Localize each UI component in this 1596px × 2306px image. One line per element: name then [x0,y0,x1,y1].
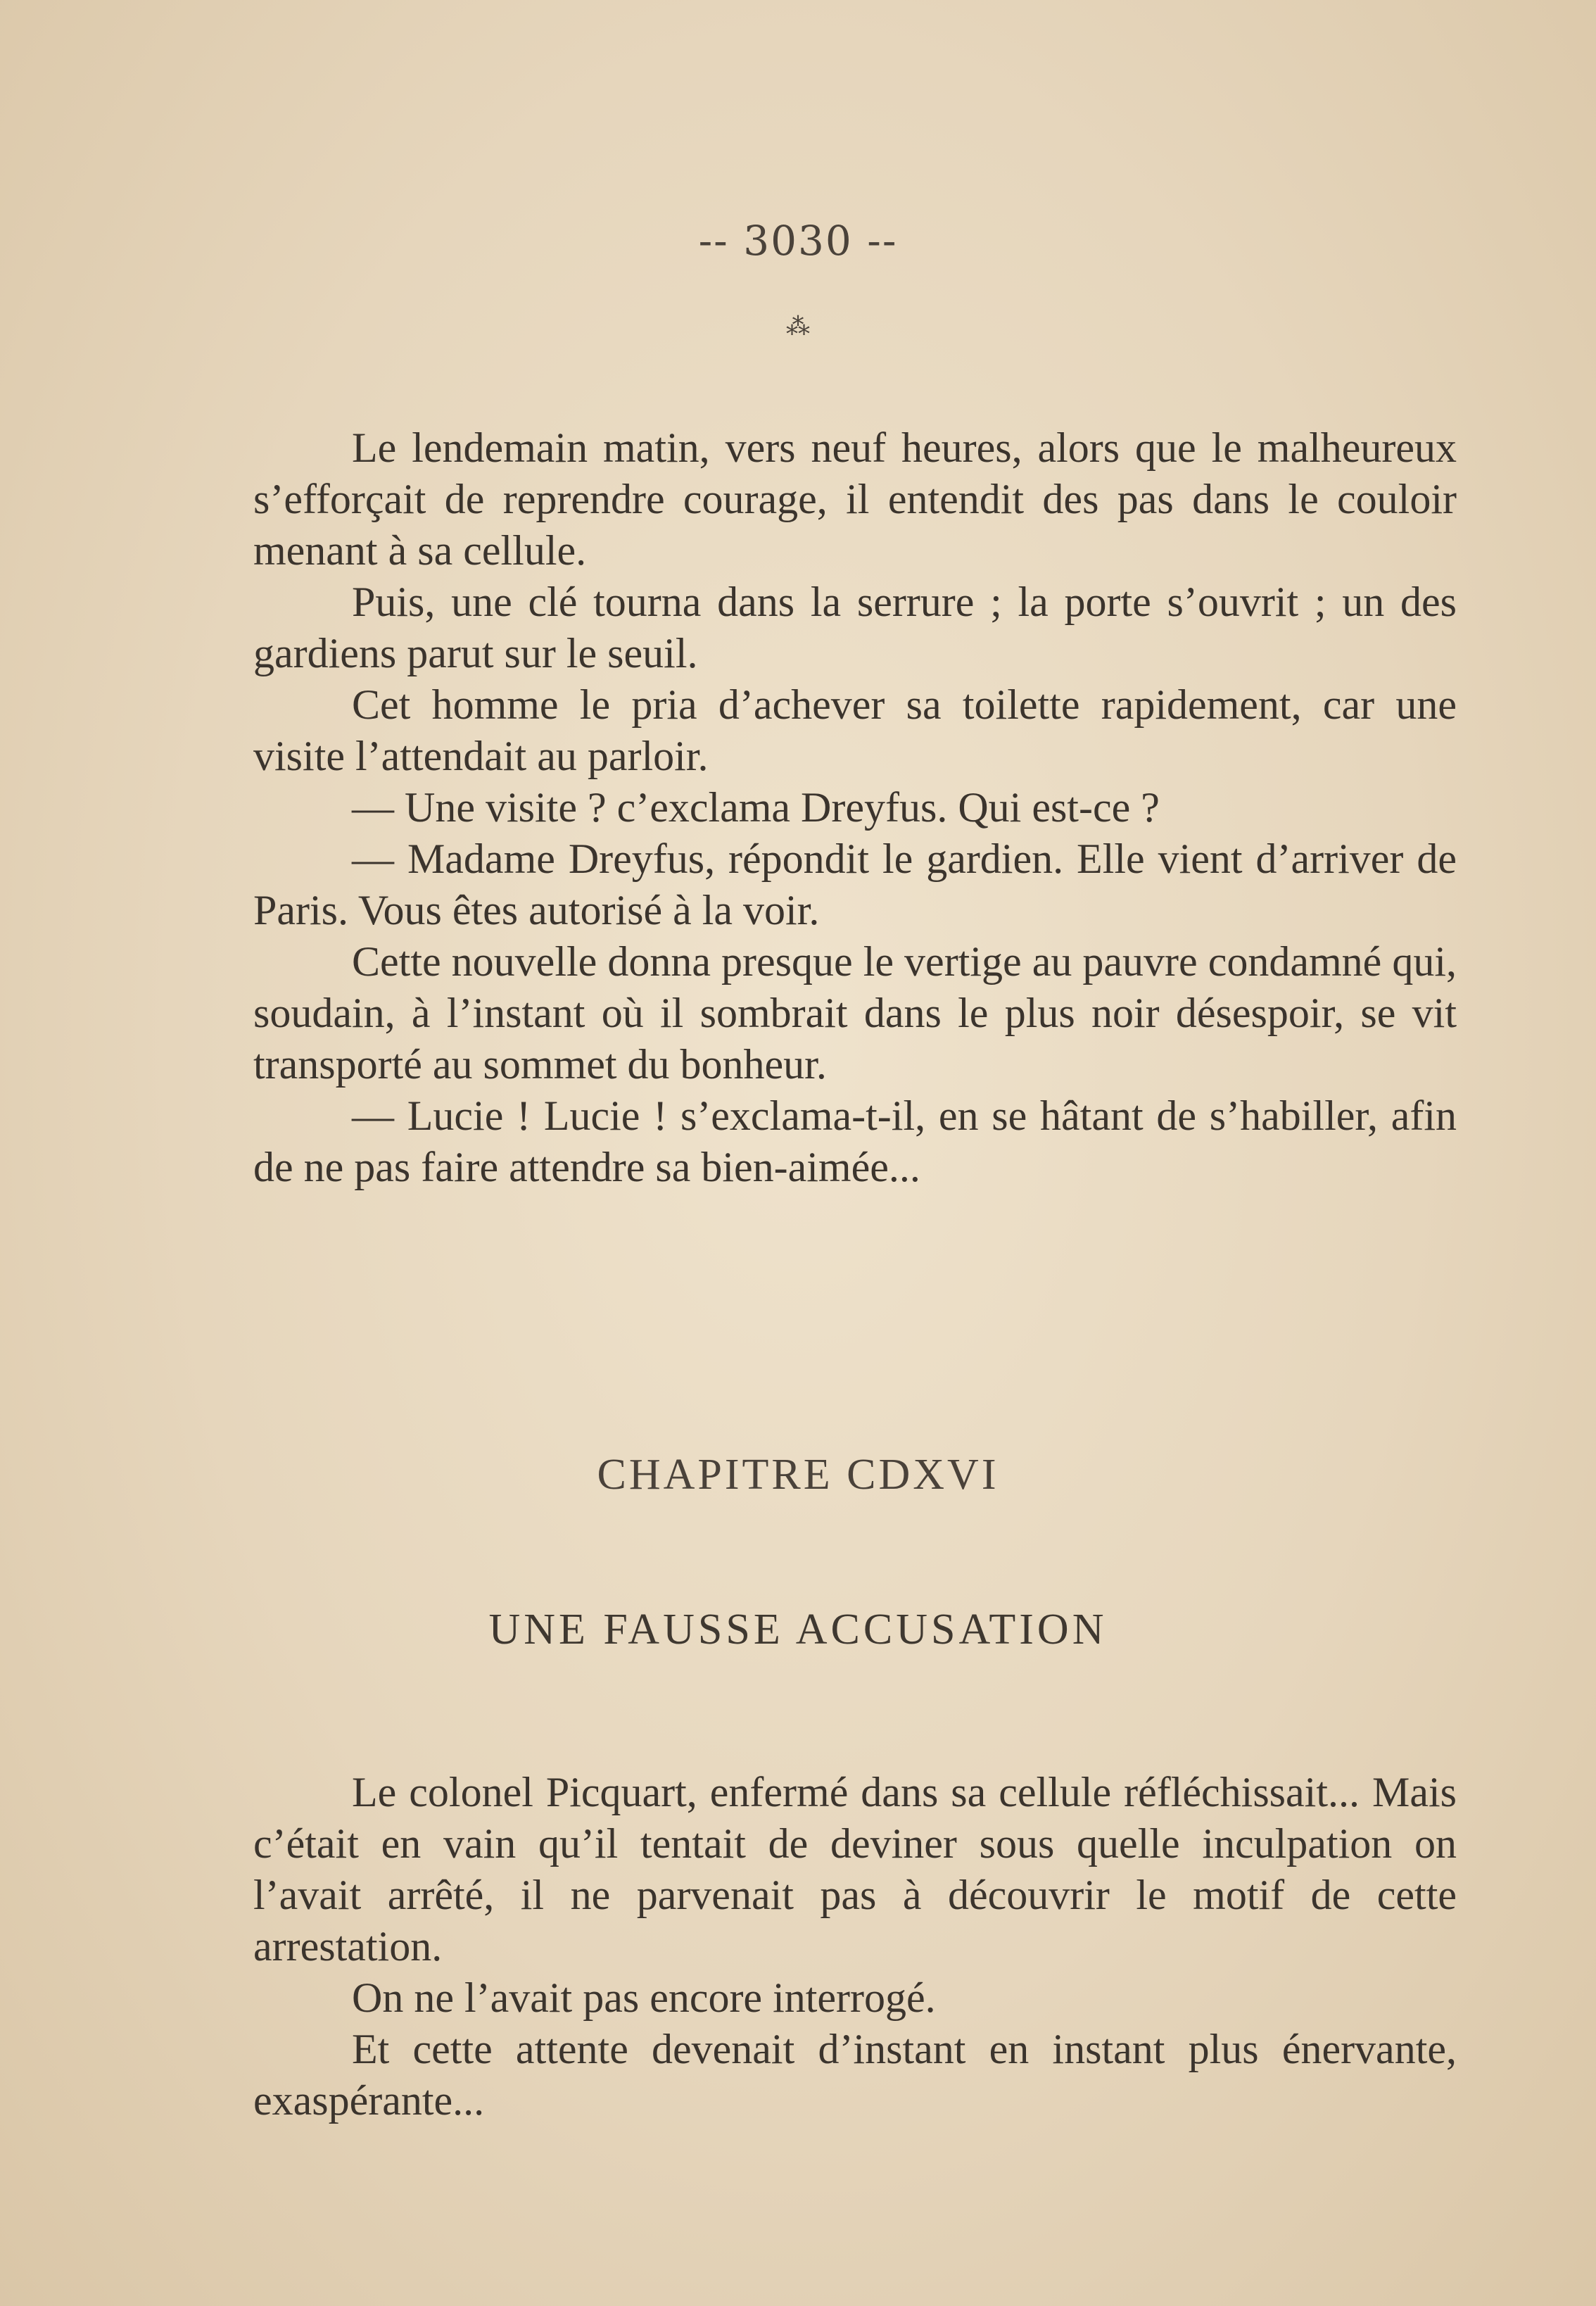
chapter-subtitle: UNE FAUSSE ACCUSATION [488,1606,1108,1653]
paragraph: — Madame Dreyfus, répondit le gardien. Elle vient d’arriver de Paris. Vous êtes autorisé à la voir. [253,836,1457,933]
paragraph: — Lucie ! Lucie ! s’exclama-t-il, en se hâtant de s’habiller, afin de ne pas faire attendre sa bien-aimée... [253,1092,1457,1190]
paragraph: Cette nouvelle donna presque le vertige au pauvre condamné qui, soudain, à l’instant où il sombrait dans le plus noir désespoir, se vit transporté au sommet du bonheur. [253,938,1457,1088]
paragraph: Le colonel Picquart, enfermé dans sa cellule réfléchissait... Mais c’était en vain qu’il tentait de deviner sous quelle inculpation on l’avait arrêté, il ne parvenait pas à découvrir le motif de cette arrestation. [253,1769,1457,1970]
paragraph: On ne l’avait pas encore interrogé. [352,1974,936,2021]
paragraph: Et cette attente devenait d’instant en instant plus énervante, exaspérante... [253,2026,1457,2124]
paragraph: Le lendemain matin, vers neuf heures, alors que le malheureux s’efforçait de reprendre courage, il entendit des pas dans le couloir menant à sa cellule. [253,424,1457,574]
section-1-text [253,422,1457,1193]
section-2-text [253,1767,1457,2127]
section-break-asterism: ⁂ [786,313,810,341]
paragraph: Cet homme le pria d’achever sa toilette rapidement, car une visite l’attendait au parloir. [253,681,1457,779]
paragraph: — Une visite ? c’exclama Dreyfus. Qui est-ce ? [352,784,1160,831]
chapter-title: CHAPITRE CDXVI [597,1451,999,1499]
paragraph: Puis, une clé tourna dans la serrure ; la porte s’ouvrit ; un des gardiens parut sur le seuil. [253,579,1457,676]
page-number: -- 3030 -- [698,217,898,265]
